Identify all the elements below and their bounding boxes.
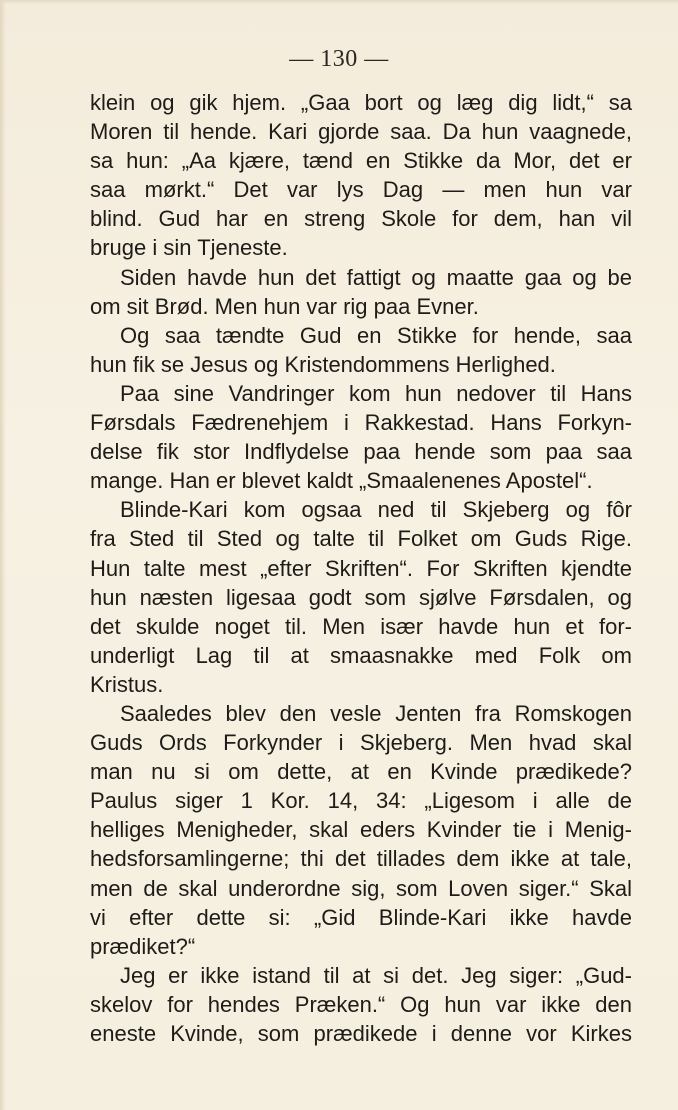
text-line: Paa sine Vandringer kom hun nedover til Hans xyxy=(120,380,632,406)
text-line: klein og gik hjem. „Gaa bort og læg dig lidt,“ sa xyxy=(90,90,632,115)
text-line: bruge i sin Tjeneste. xyxy=(90,235,288,261)
text-line: Saaledes blev den vesle Jenten fra Romskogen xyxy=(120,700,632,726)
text-line: helliges Menigheder, skal eders Kvinder tie i Menig- xyxy=(90,817,632,843)
page-number: — 130 — xyxy=(289,46,389,72)
text-line: blind. Gud har en streng Skole for dem, han vil xyxy=(90,206,632,232)
page-edge-shadow-left xyxy=(0,0,6,1110)
text-line: eneste Kvinde, som prædikede i denne vor Kirkes xyxy=(90,1021,632,1046)
text-line: underligt Lag til at smaasnakke med Folk om xyxy=(90,642,632,668)
text-line: fra Sted til Sted og talte til Folket om Guds Rige. xyxy=(90,526,632,552)
text-line: Guds Ords Forkynder i Skjeberg. Men hvad skal xyxy=(90,730,632,756)
text-line: delse fik stor Indflydelse paa hende som paa saa xyxy=(90,439,632,465)
text-line: Kristus. xyxy=(90,671,164,697)
text-line: Jeg er ikke istand til at si det. Jeg siger: „Gud- xyxy=(120,962,632,988)
text-line: Paulus siger 1 Kor. 14, 34: „Ligesom i alle de xyxy=(90,788,632,814)
text-line: Og saa tændte Gud en Stikke for hende, saa xyxy=(120,322,632,348)
body-text xyxy=(90,88,632,1048)
text-line: prædiket?“ xyxy=(90,933,196,959)
text-line: mange. Han er blevet kaldt „Smaalenenes Apostel“. xyxy=(90,468,593,494)
text-line: man nu si om dette, at en Kvinde prædikede? xyxy=(90,759,632,785)
text-line: Siden havde hun det fattigt og maatte gaa og be xyxy=(120,264,632,290)
text-line: vi efter dette si: „Gid Blinde-Kari ikke havde xyxy=(90,904,632,930)
text-line: sa hun: „Aa kjære, tænd en Stikke da Mor, det er xyxy=(90,148,632,174)
text-line: om sit Brød. Men hun var rig paa Evner. xyxy=(90,293,479,319)
text-line: hun næsten ligesaa godt som sjølve Førsdalen, og xyxy=(90,584,632,610)
text-line: saa mørkt.“ Det var lys Dag — men hun var xyxy=(90,177,632,203)
text-line: skelov for hendes Præken.“ Og hun var ikke den xyxy=(90,991,632,1017)
text-line: Førsdals Fædrenehjem i Rakkestad. Hans Forkyn- xyxy=(90,410,632,436)
text-line: Blinde-Kari kom ogsaa ned til Skjeberg og fôr xyxy=(120,497,632,523)
text-line: men de skal underordne sig, som Loven siger.“ Skal xyxy=(90,875,632,901)
text-line: det skulde noget til. Men især havde hun et for- xyxy=(90,613,632,639)
page-edge-shadow-top xyxy=(0,0,678,4)
text-line: Moren til hende. Kari gjorde saa. Da hun vaagnede, xyxy=(90,119,632,145)
text-line: hedsforsamlingerne; thi det tillades dem ikke at tale, xyxy=(90,846,632,872)
text-line: hun fik se Jesus og Kristendommens Herlighed. xyxy=(90,351,556,377)
text-line: Hun talte mest „efter Skriften“. For Skriften kjendte xyxy=(90,555,632,581)
